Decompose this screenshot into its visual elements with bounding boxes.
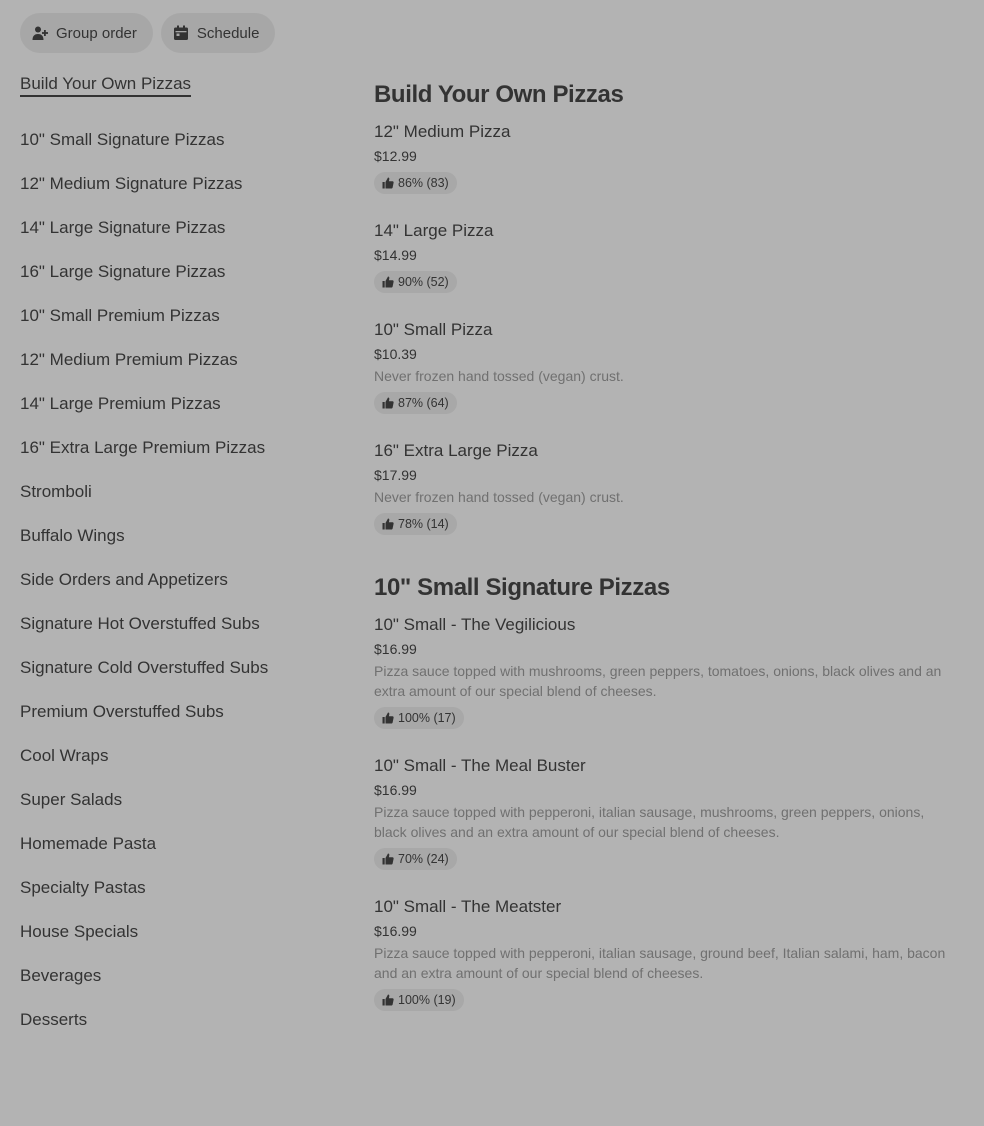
- sidebar-item-16-extra-large-premium-pizzas[interactable]: [20, 426, 340, 470]
- rating-text: 86% (83): [398, 176, 449, 190]
- sidebar-item-stromboli[interactable]: [20, 470, 340, 514]
- item-name: 10" Small - The Vegilicious: [374, 615, 576, 634]
- menu-section-10-small-signature-pizzas: [374, 571, 964, 1011]
- schedule-label: Schedule: [196, 24, 260, 42]
- item-price: $16.99: [374, 641, 417, 657]
- sidebar-item-build-your-own-pizzas[interactable]: [20, 74, 340, 100]
- thumbs-up-icon: [382, 712, 394, 724]
- item-name: 12" Medium Pizza: [374, 122, 511, 141]
- item-description: Never frozen hand tossed (vegan) crust.: [374, 368, 624, 384]
- sidebar-item-label: Desserts: [20, 1010, 88, 1029]
- item-name: 14" Large Pizza: [374, 221, 494, 240]
- item-name: 16" Extra Large Pizza: [374, 441, 538, 460]
- sidebar-item-label: Signature Hot Overstuffed Subs: [20, 614, 260, 633]
- sidebar-item-16-large-signature-pizzas[interactable]: [20, 250, 340, 294]
- calendar-icon: [173, 25, 189, 41]
- rating-badge: [374, 172, 457, 194]
- item-price: $16.99: [374, 923, 417, 939]
- menu-item[interactable]: [374, 219, 964, 293]
- group-order-label: Group order: [56, 24, 137, 42]
- thumbs-up-icon: [382, 397, 394, 409]
- rating-badge: [374, 392, 457, 414]
- item-description: Pizza sauce topped with pepperoni, italian sausage, ground beef, Italian salami, ham, bacon and an extra amount of our special blend of cheeses.: [374, 945, 946, 981]
- item-price: $10.39: [374, 346, 417, 362]
- item-list: [374, 613, 964, 1011]
- sidebar-item-side-orders-and-appetizers[interactable]: [20, 558, 340, 602]
- rating-text: 70% (24): [398, 852, 449, 866]
- sidebar-item-label: 12" Medium Premium Pizzas: [20, 350, 238, 369]
- sidebar-item-label: 12" Medium Signature Pizzas: [20, 174, 243, 193]
- sidebar-item-label: Homemade Pasta: [20, 834, 157, 853]
- rating-text: 90% (52): [398, 275, 449, 289]
- sidebar-item-homemade-pasta[interactable]: [20, 822, 340, 866]
- thumbs-up-icon: [382, 518, 394, 530]
- rating-badge: [374, 989, 464, 1011]
- menu-item[interactable]: [374, 895, 964, 1011]
- sidebar-item-label: House Specials: [20, 922, 139, 941]
- sidebar-item-14-large-premium-pizzas[interactable]: [20, 382, 340, 426]
- item-price: $17.99: [374, 467, 417, 483]
- sidebar-item-beverages[interactable]: [20, 954, 340, 998]
- sidebar-item-label: Cool Wraps: [20, 746, 109, 765]
- sidebar-item-premium-overstuffed-subs[interactable]: [20, 690, 340, 734]
- sidebar-item-label: Build Your Own Pizzas: [20, 74, 191, 97]
- sidebar-item-10-small-premium-pizzas[interactable]: [20, 294, 340, 338]
- section-title: Build Your Own Pizzas: [374, 81, 624, 108]
- rating-text: 100% (19): [398, 993, 456, 1007]
- rating-text: 87% (64): [398, 396, 449, 410]
- sidebar-item-label: 16" Extra Large Premium Pizzas: [20, 438, 266, 457]
- sidebar-item-label: Specialty Pastas: [20, 878, 146, 897]
- sidebar-item-10-small-signature-pizzas[interactable]: [20, 118, 340, 162]
- sidebar-item-label: Signature Cold Overstuffed Subs: [20, 658, 269, 677]
- thumbs-up-icon: [382, 177, 394, 189]
- sidebar-item-label: Side Orders and Appetizers: [20, 570, 228, 589]
- menu-item[interactable]: [374, 120, 964, 194]
- item-price: $12.99: [374, 148, 417, 164]
- sidebar-item-label: 14" Large Signature Pizzas: [20, 218, 226, 237]
- sidebar-item-buffalo-wings[interactable]: [20, 514, 340, 558]
- category-sidebar: [20, 74, 340, 1042]
- sidebar-item-label: Super Salads: [20, 790, 123, 809]
- item-name: 10" Small - The Meatster: [374, 897, 562, 916]
- rating-badge: [374, 707, 464, 729]
- sidebar-item-12-medium-signature-pizzas[interactable]: [20, 162, 340, 206]
- sidebar-item-label: Buffalo Wings: [20, 526, 125, 545]
- sidebar-item-label: Beverages: [20, 966, 102, 985]
- thumbs-up-icon: [382, 994, 394, 1006]
- sidebar-item-label: 10" Small Premium Pizzas: [20, 306, 220, 325]
- rating-text: 100% (17): [398, 711, 456, 725]
- sidebar-item-desserts[interactable]: [20, 998, 340, 1042]
- sidebar-item-super-salads[interactable]: [20, 778, 340, 822]
- sidebar-item-signature-hot-overstuffed-subs[interactable]: [20, 602, 340, 646]
- group-order-button[interactable]: [20, 13, 153, 53]
- thumbs-up-icon: [382, 853, 394, 865]
- sidebar-item-14-large-signature-pizzas[interactable]: [20, 206, 340, 250]
- item-price: $16.99: [374, 782, 417, 798]
- sidebar-item-12-medium-premium-pizzas[interactable]: [20, 338, 340, 382]
- item-description: Never frozen hand tossed (vegan) crust.: [374, 489, 624, 505]
- menu-item[interactable]: [374, 613, 964, 729]
- sidebar-item-signature-cold-overstuffed-subs[interactable]: [20, 646, 340, 690]
- schedule-button[interactable]: [161, 13, 276, 53]
- section-title: 10" Small Signature Pizzas: [374, 574, 670, 601]
- menu-item[interactable]: [374, 439, 964, 535]
- sidebar-item-label: 14" Large Premium Pizzas: [20, 394, 221, 413]
- item-list: [374, 120, 964, 535]
- rating-badge: [374, 513, 457, 535]
- rating-text: 78% (14): [398, 517, 449, 531]
- item-description: Pizza sauce topped with mushrooms, green peppers, tomatoes, onions, black olives and an extra amount of our special blend of cheeses.: [374, 663, 942, 699]
- sidebar-item-specialty-pastas[interactable]: [20, 866, 340, 910]
- thumbs-up-icon: [382, 276, 394, 288]
- sidebar-item-label: Premium Overstuffed Subs: [20, 702, 224, 721]
- item-price: $14.99: [374, 247, 417, 263]
- sidebar-item-label: 10" Small Signature Pizzas: [20, 130, 225, 149]
- menu-content: [374, 78, 964, 1036]
- item-name: 10" Small - The Meal Buster: [374, 756, 586, 775]
- menu-item[interactable]: [374, 754, 964, 870]
- menu-item[interactable]: [374, 318, 964, 414]
- sidebar-item-label: 16" Large Signature Pizzas: [20, 262, 226, 281]
- top-actions: [20, 13, 275, 53]
- rating-badge: [374, 848, 457, 870]
- sidebar-item-label: Stromboli: [20, 482, 92, 501]
- item-description: Pizza sauce topped with pepperoni, italian sausage, mushrooms, green peppers, onions, black olives and an extra amount of our special blend of cheeses.: [374, 804, 925, 840]
- sidebar-item-cool-wraps[interactable]: [20, 734, 340, 778]
- add-person-icon: [32, 25, 48, 41]
- menu-section-build-your-own-pizzas: [374, 78, 964, 535]
- item-name: 10" Small Pizza: [374, 320, 493, 339]
- rating-badge: [374, 271, 457, 293]
- sidebar-item-house-specials[interactable]: [20, 910, 340, 954]
